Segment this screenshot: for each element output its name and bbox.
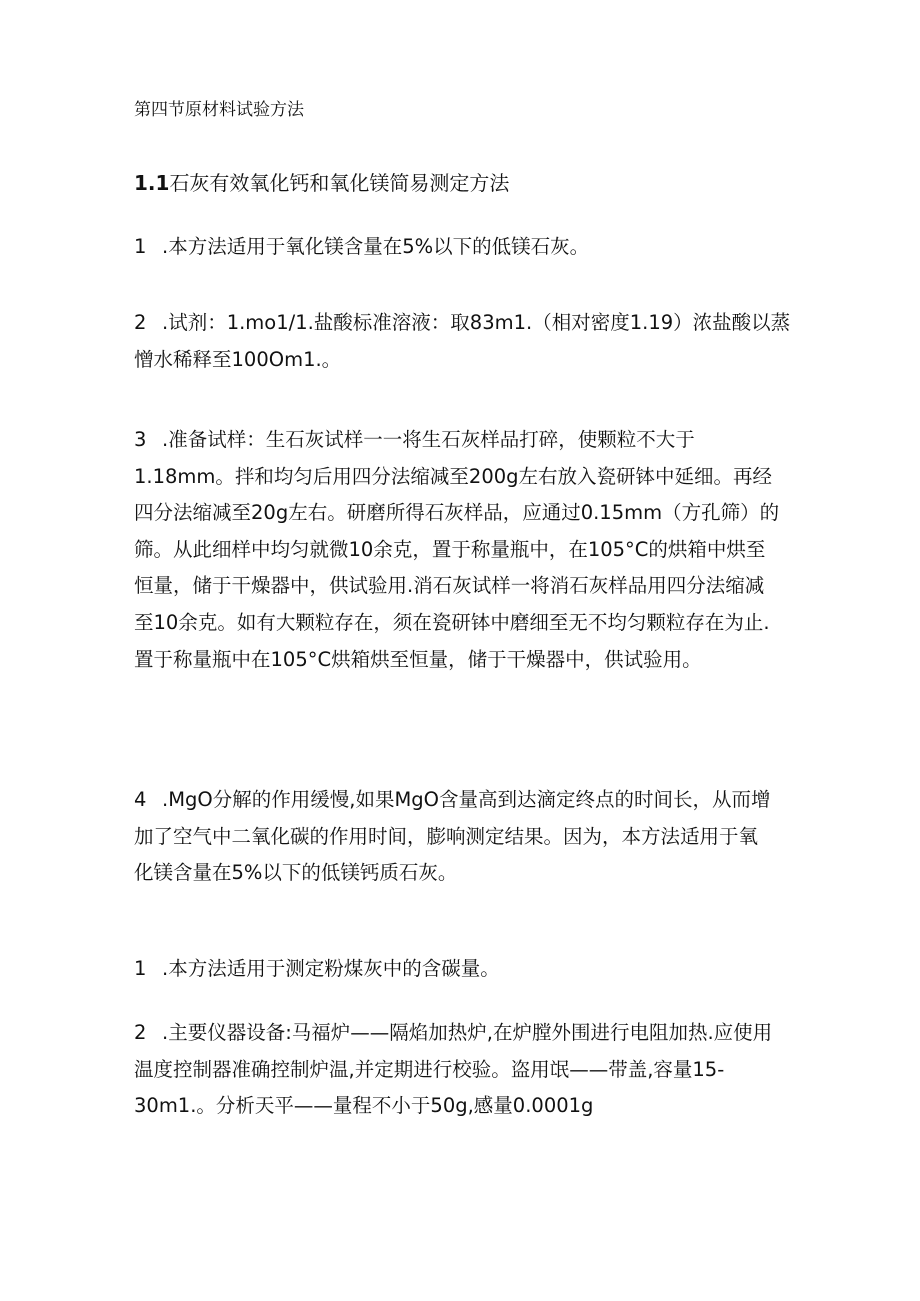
paragraph-5 [134,951,800,988]
paragraph-line [134,305,800,342]
paragraph-line: 至10余克。如有大颗粒存在，须在瓷研钵中磨细至无不均匀颗粒存在为止. [134,610,770,634]
paragraph-number: 2 [134,1021,147,1044]
paragraph-6 [134,1015,800,1125]
paragraph-line [134,951,800,988]
paragraph-line: 四分法缩减至20g左右。研磨所得石灰样品，应通过0.15mm（方孔筛）的 [134,501,780,525]
paragraph-number: 2 [134,311,147,334]
paragraph-line [134,1015,800,1052]
paragraph-text: .本方法适用于氧化镁含量在5%以下的低镁石灰。 [162,235,590,258]
paragraph-number: 1 [134,957,147,980]
paragraph-line: 化镁含量在5%以下的低镁钙质石灰。 [134,861,458,885]
paragraph-4 [134,782,800,892]
section-title-text: 石灰有效氧化钙和氧化镁简易测定方法 [169,171,510,195]
paragraph-number: 1 [134,235,147,258]
paragraph-line: 温度控制器准确控制炉温,并定期进行校验。盗用氓——带盖,容量15- [134,1057,725,1081]
paragraph-line: 憎水稀释至100Om1.。 [134,347,342,371]
section-title [134,169,800,197]
paragraph-text: .本方法适用于测定粉煤灰中的含碳量。 [162,957,500,980]
paragraph-line: 恒量，储于干燥器中，供试验用.消石灰试样一将消石灰样品用四分法缩减 [134,574,765,598]
paragraph-3 [134,422,800,678]
section-number: 1.1 [134,171,170,195]
paragraph-line: 1.18mm。拌和均匀后用四分法缩减至200g左右放入瓷研钵中延细。再经 [134,464,773,488]
chapter-heading [134,98,800,122]
paragraph-number: 4 [134,788,147,811]
paragraph-number: 3 [134,428,147,451]
paragraph-text: .准备试样：生石灰试样一一将生石灰样品打碎，使颗粒不大于 [162,428,695,451]
paragraph-line [134,782,800,819]
paragraph-2 [134,305,800,378]
paragraph-line: 筛。从此细样中均匀就微10余克，置于称量瓶中，在105°C的烘箱中烘至 [134,537,766,561]
paragraph-line: 30m1.。分析天平——量程不小于50g,感量0.0001g [134,1094,594,1118]
paragraph-line: 置于称量瓶中在105°C烘箱烘至恒量，储于干燥器中，供试验用。 [134,647,702,671]
paragraph-line [134,229,800,266]
chapter-heading-text: 第四节原材料试验方法 [134,100,304,120]
paragraph-line: 加了空气中二氧化碳的作用时间，膨响测定结果。因为，本方法适用于氧 [134,824,759,848]
paragraph-text: .MgO分解的作用缓慢,如果MgO含量高到达滴定终点的时间长，从而增 [162,788,771,811]
paragraph-line [134,422,800,459]
paragraph-1 [134,229,800,266]
paragraph-text: .主要仪器设备:马福炉——隔焰加热炉,在炉膛外围进行电阻加热.应使用 [162,1021,773,1044]
paragraph-text: .试剂：1.mo1/1.盐酸标准溶液：取83m1.（相对密度1.19）浓盐酸以蒸 [162,311,791,334]
